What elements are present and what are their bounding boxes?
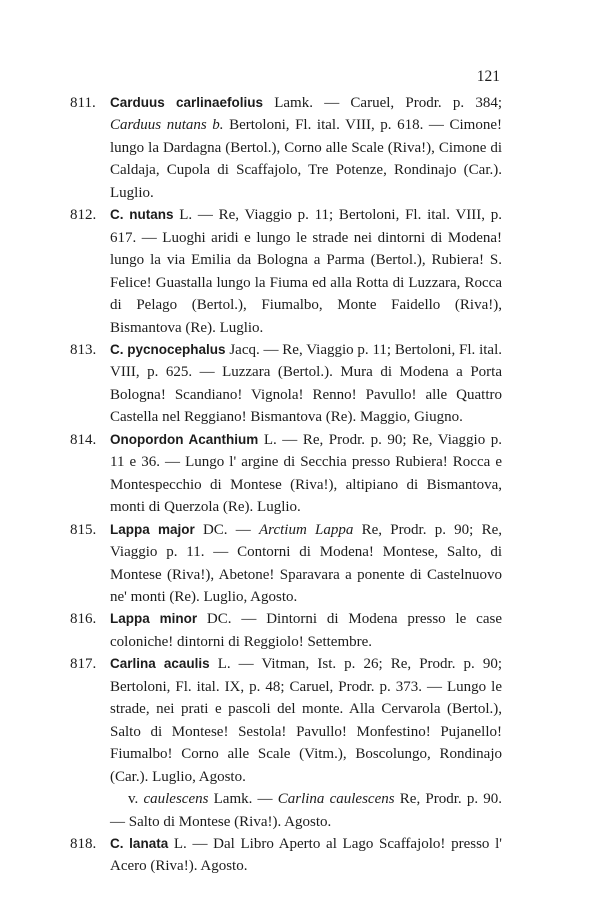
synonym: Carduus nutans b.: [110, 117, 224, 134]
entry-text: L. — Vitman, Ist. p. 26; Re, Prodr. p. 90; Bertoloni, Fl. ital. IX, p. 48; Caruel, Prodr. p. 373. — Lungo le strade, nei prati e pascoli del monte. Alla Cervarola (Bertol.), Salto di Montese! Sestola! Pavullo! Monfestino! Pujanello! Fiumalbo! Corno alle Scale (Vitm.), Boscolungo, Rondinajo (Car.). Luglio, Agosto.: [110, 656, 502, 785]
entry-816: [70, 608, 502, 653]
variety-text: Re, Prodr. p. 90. — Salto di Montese (Riva!). Agosto.: [110, 791, 502, 830]
entry-number: 817.: [70, 656, 97, 673]
synonym: Carlina caulescens: [277, 791, 395, 808]
entry-811: [70, 92, 502, 204]
entry-814: [70, 429, 502, 519]
species-name: C. nutans: [110, 207, 174, 223]
entry-text: DC. —: [194, 521, 260, 538]
variety-text: v.: [128, 791, 144, 808]
entry-text: Re, Prodr. p. 90; Re, Viaggio p. 11. — Contorni di Modena! Montese, Salto, di Montese (Riva!), Abetone! Sparavara a ponente di Castelnuovo ne' monti (Re). Luglio, Agosto.: [110, 521, 502, 605]
variety-text: Lamk. —: [208, 791, 278, 808]
entry-818: [70, 833, 502, 878]
entry-number: 815.: [70, 521, 97, 538]
species-list: [70, 92, 502, 878]
entry-text: L. — Re, Prodr. p. 90; Re, Viaggio p. 11 e 36. — Lungo l' argine di Secchia presso Rubiera! Rocca e Montespecchio di Montese (Riva!), altipiano di Bismantova, monti di Querzola (Re). Luglio.: [110, 431, 502, 516]
entry-813: [70, 339, 502, 429]
entry-text: L. — Dal Libro Aperto al Lago Scaffajolo! presso l' Acero (Riva!). Agosto.: [110, 835, 502, 875]
entry-text: L. — Re, Viaggio p. 11; Bertoloni, Fl. ital. VIII, p. 617. — Luoghi aridi e lungo le strade nei dintorni di Modena! lungo la via Emilia da Bologna a Parma (Bertol.), Rubiera! S. Felice! Guastalla lungo la Fiuma ed alla Rotta di Luzzara, Rocca di Pelago (Bertol.), Fiumalbo, Monte Faidello (Riva!), Bismantova (Re). Luglio.: [110, 207, 502, 336]
entry-number: 813.: [70, 341, 97, 358]
species-name: Carduus carlinaefolius: [110, 95, 264, 110]
species-name: C. lanata: [110, 835, 169, 851]
entry-817: [70, 653, 502, 788]
species-name: Lappa minor: [110, 611, 198, 627]
entry-text: DC. — Dintorni di Modena presso le case coloniche! dintorni di Reggiolo! Settembre.: [110, 611, 502, 650]
species-name: C. pycnocephalus: [110, 341, 226, 357]
synonym: Arctium Lappa: [259, 521, 354, 538]
page-number: 121: [476, 68, 500, 85]
entry-812: [70, 204, 502, 339]
entry-number: 814.: [70, 431, 97, 448]
species-name: Lappa major: [110, 521, 195, 537]
entry-text: Bertoloni, Fl. ital. VIII, p. 618. — Cimone! lungo la Dardagna (Bertol.), Corno alle Scale (Riva!), Cimone di Caldaja, Cupola di Scaffajolo, Tre Potenze, Rondinajo (Car.). Luglio.: [110, 117, 502, 201]
entry-number: 816.: [70, 611, 97, 628]
entry-number: 818.: [70, 835, 97, 852]
entry-text: Jacq. — Re, Viaggio p. 11; Bertoloni, Fl. ital. VIII, p. 625. — Luzzara (Bertol.). Mura di Modena a Porta Bologna! Scandiano! Vignola! Renno! Pavullo! alle Quattro Castella nel Reggiano! Bismantova (Re). Maggio, Giugno.: [110, 341, 502, 426]
entry-number: 811.: [70, 95, 96, 111]
species-name: Onopordon Acanthium: [110, 431, 259, 447]
species-name: Carlina acaulis: [110, 656, 210, 672]
entry-text: Lamk. — Caruel, Prodr. p. 384;: [263, 95, 502, 111]
variety-caulescens: [70, 788, 502, 833]
entry-number: 812.: [70, 207, 97, 224]
variety-name: caulescens: [143, 791, 209, 808]
entry-815: [70, 519, 502, 609]
